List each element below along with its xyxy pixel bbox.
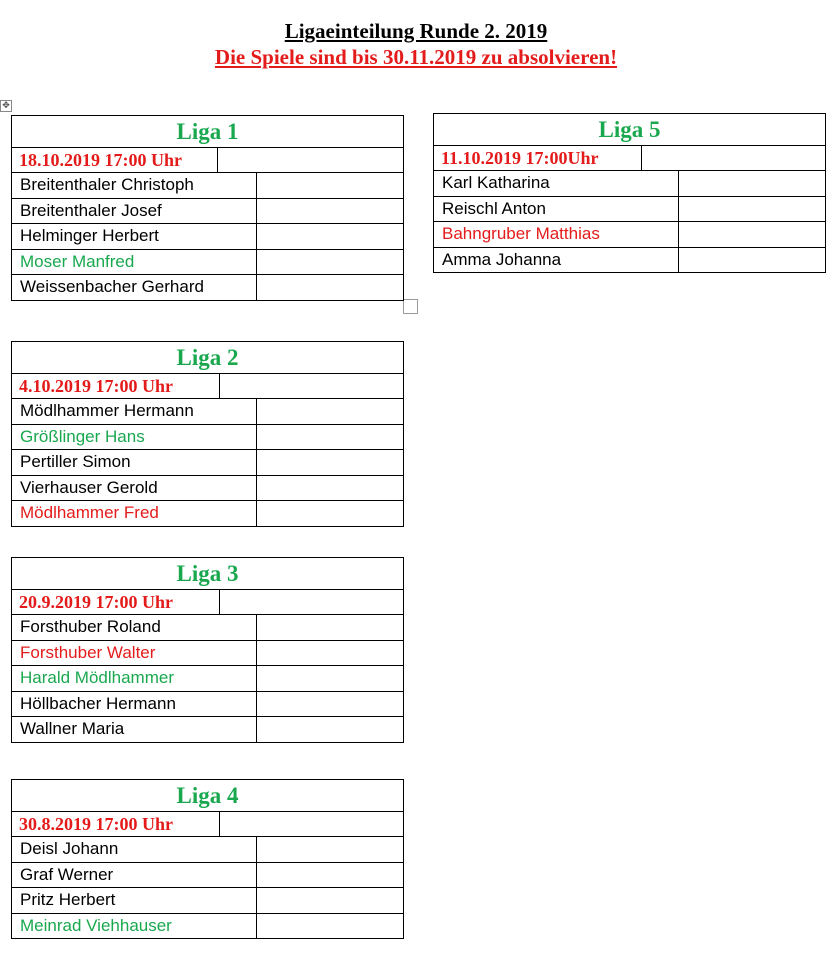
liga-1-player-2: Breitenthaler Josef bbox=[12, 198, 257, 224]
liga-4-header: Liga 4 bbox=[12, 780, 404, 812]
liga-4-table bbox=[11, 779, 404, 939]
liga-2-player-1: Mödlhammer Hermann bbox=[12, 399, 257, 425]
liga-5-score-cell-1[interactable] bbox=[679, 171, 826, 197]
liga-4-player-1: Deisl Johann bbox=[12, 837, 257, 863]
liga-4-date: 30.8.2019 17:00 Uhr bbox=[12, 812, 219, 836]
liga-3-player-3: Harald Mödlhammer bbox=[12, 666, 257, 692]
liga-1-player-4: Moser Manfred bbox=[12, 249, 257, 275]
liga-5-score-cell-3[interactable] bbox=[679, 222, 826, 248]
liga-3-header: Liga 3 bbox=[12, 558, 404, 590]
liga-5-date: 11.10.2019 17:00Uhr bbox=[434, 146, 641, 170]
liga-5-player-1: Karl Katharina bbox=[434, 171, 679, 197]
liga-5-player-4: Amma Johanna bbox=[434, 247, 679, 273]
liga-2-score-cell-4[interactable] bbox=[257, 475, 404, 501]
liga-4-player-2: Graf Werner bbox=[12, 862, 257, 888]
liga-1-header: Liga 1 bbox=[12, 116, 404, 148]
liga-2-player-2: Größlinger Hans bbox=[12, 424, 257, 450]
liga-1-score-cell-2[interactable] bbox=[257, 198, 404, 224]
liga-1-date: 18.10.2019 17:00 Uhr bbox=[12, 148, 217, 172]
liga-1-date-blank-cell[interactable] bbox=[217, 148, 403, 172]
liga-3-score-cell-2[interactable] bbox=[257, 640, 404, 666]
liga-2-header: Liga 2 bbox=[12, 342, 404, 374]
liga-1-score-cell-3[interactable] bbox=[257, 224, 404, 250]
liga-2-table bbox=[11, 341, 404, 527]
liga-3-player-5: Wallner Maria bbox=[12, 717, 257, 743]
liga-3-score-cell-4[interactable] bbox=[257, 691, 404, 717]
liga-4-score-cell-1[interactable] bbox=[257, 837, 404, 863]
liga-3-score-cell-1[interactable] bbox=[257, 615, 404, 641]
liga-4-player-4: Meinrad Viehhauser bbox=[12, 913, 257, 939]
liga-2-score-cell-3[interactable] bbox=[257, 450, 404, 476]
liga-5-player-2: Reischl Anton bbox=[434, 196, 679, 222]
liga-2-date-blank-cell[interactable] bbox=[219, 374, 403, 398]
liga-4-player-3: Pritz Herbert bbox=[12, 888, 257, 914]
liga-2-player-5: Mödlhammer Fred bbox=[12, 501, 257, 527]
liga-1-table bbox=[11, 115, 404, 301]
liga-2-player-3: Pertiller Simon bbox=[12, 450, 257, 476]
liga-3-player-4: Höllbacher Hermann bbox=[12, 691, 257, 717]
liga-1-player-5: Weissenbacher Gerhard bbox=[12, 275, 257, 301]
liga-3-player-2: Forsthuber Walter bbox=[12, 640, 257, 666]
liga-2-player-4: Vierhauser Gerold bbox=[12, 475, 257, 501]
liga-4-score-cell-2[interactable] bbox=[257, 862, 404, 888]
deadline-subtitle: Die Spiele sind bis 30.11.2019 zu absolvieren! bbox=[214, 45, 618, 69]
liga-4-date-blank-cell[interactable] bbox=[219, 812, 403, 836]
liga-1-score-cell-1[interactable] bbox=[257, 173, 404, 199]
liga-5-date-blank-cell[interactable] bbox=[641, 146, 825, 170]
liga-5-table bbox=[433, 113, 826, 273]
liga-2-score-cell-5[interactable] bbox=[257, 501, 404, 527]
liga-3-date: 20.9.2019 17:00 Uhr bbox=[12, 590, 219, 614]
liga-3-date-blank-cell[interactable] bbox=[219, 590, 403, 614]
document-title: Ligaeinteilung Runde 2. 2019 bbox=[284, 19, 548, 43]
liga-3-table bbox=[11, 557, 404, 743]
liga-4-score-cell-4[interactable] bbox=[257, 913, 404, 939]
liga-5-score-cell-4[interactable] bbox=[679, 247, 826, 273]
liga-3-score-cell-3[interactable] bbox=[257, 666, 404, 692]
liga-4-score-cell-3[interactable] bbox=[257, 888, 404, 914]
liga-5-score-cell-2[interactable] bbox=[679, 196, 826, 222]
table-move-icon[interactable]: ✥ bbox=[0, 100, 12, 112]
liga-1-player-1: Breitenthaler Christoph bbox=[12, 173, 257, 199]
liga-5-header: Liga 5 bbox=[434, 114, 826, 146]
liga-2-date: 4.10.2019 17:00 Uhr bbox=[12, 374, 219, 398]
liga-1-score-cell-5[interactable] bbox=[257, 275, 404, 301]
liga-2-score-cell-1[interactable] bbox=[257, 399, 404, 425]
liga-1-player-3: Helminger Herbert bbox=[12, 224, 257, 250]
liga-3-score-cell-5[interactable] bbox=[257, 717, 404, 743]
liga-5-player-3: Bahngruber Matthias bbox=[434, 222, 679, 248]
liga-1-score-cell-4[interactable] bbox=[257, 249, 404, 275]
liga-2-score-cell-2[interactable] bbox=[257, 424, 404, 450]
liga-3-player-1: Forsthuber Roland bbox=[12, 615, 257, 641]
table-resize-handle[interactable] bbox=[403, 299, 418, 314]
